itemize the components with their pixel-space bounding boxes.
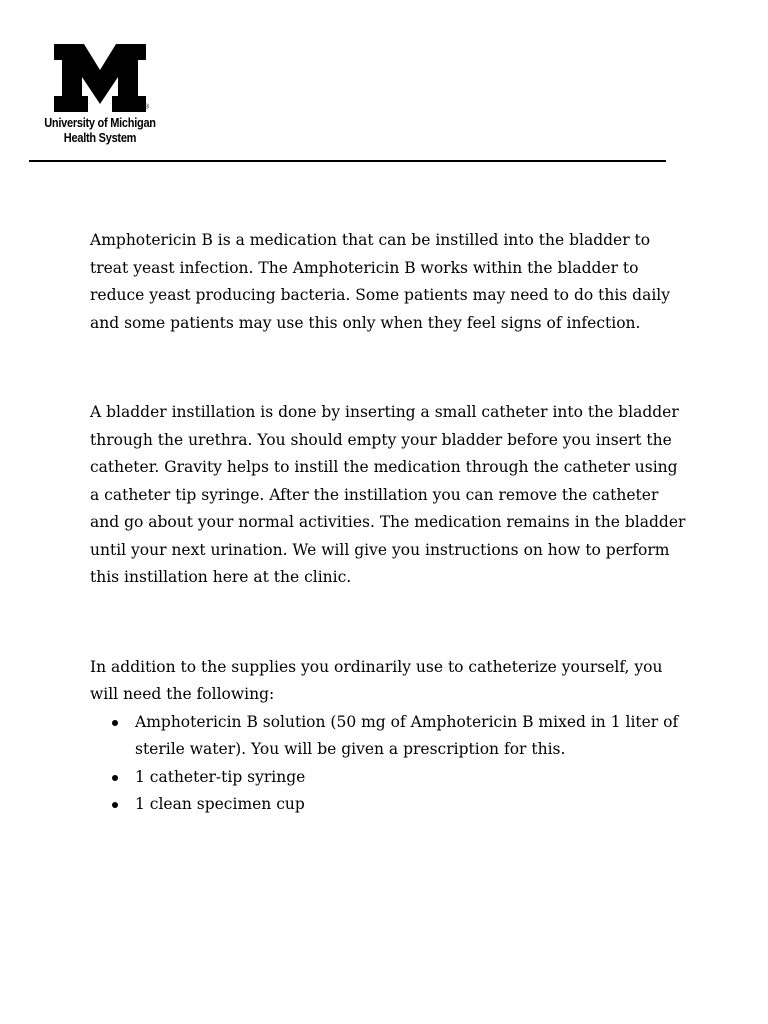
supplies-intro-paragraph: In addition to the supplies you ordinarily use to catheterize yourself, you will need the following: [90, 657, 663, 703]
supply-item-text: Amphotericin B solution (50 mg of Amphotericin B mixed in 1 liter of sterile water). You will be given a prescription for this. [135, 712, 679, 758]
list-item [90, 709, 690, 764]
document-header [0, 0, 768, 170]
logo-name-line2: Health System [63, 131, 137, 145]
bullet-icon [112, 802, 118, 808]
logo-name-line1: University of Michigan [44, 116, 156, 130]
registered-trademark-mark: ® [144, 104, 150, 111]
supply-item-text: 1 clean specimen cup [135, 795, 305, 813]
logo-wordmark [38, 116, 161, 146]
university-of-michigan-health-system-logo [30, 44, 170, 150]
bullet-icon [112, 775, 118, 781]
block-m-logo-icon [54, 44, 146, 112]
intro-paragraph: Amphotericin B is a medication that can be instilled into the bladder to treat yeast infection. The Amphotericin B works within the bladder to reduce yeast producing bacteria. Some patients may need to do this daily and some patients may use this only when they feel signs of infection. [90, 231, 671, 332]
list-item [90, 764, 690, 792]
bullet-icon [112, 720, 118, 726]
supplies-list [90, 709, 690, 819]
header-divider [29, 160, 666, 162]
list-item [90, 791, 690, 819]
procedure-paragraph: A bladder instillation is done by inserting a small catheter into the bladder through the urethra. You should empty your bladder before you insert the catheter. Gravity helps to instill the medication through the catheter using a catheter tip syringe. After the instillation you can remove the catheter and go about your normal activities. The medication remains in the bladder until your next urination. We will give you instructions on how to perform this instillation here at the clinic. [90, 403, 686, 586]
document-body [90, 227, 690, 819]
supply-item-text: 1 catheter-tip syringe [135, 767, 306, 786]
